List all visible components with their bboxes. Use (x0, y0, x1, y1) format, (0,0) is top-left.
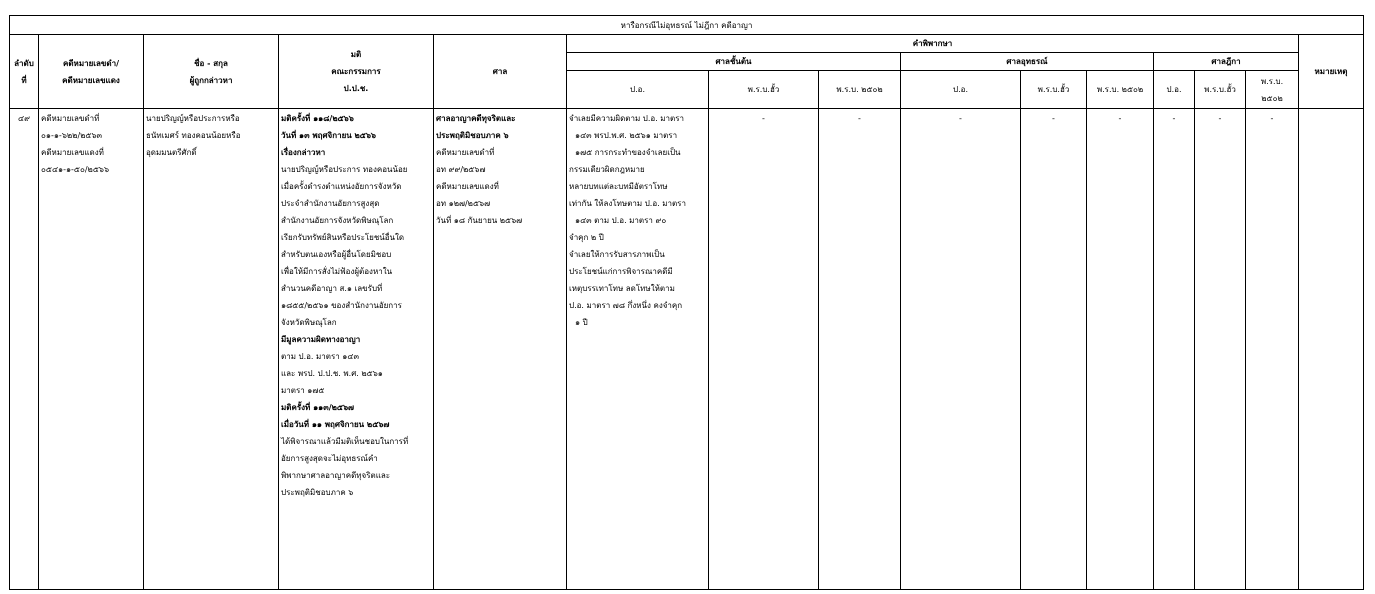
text-line: ประพฤติมิชอบภาค ๖ (281, 488, 354, 497)
text-line: ป.อ. มาตรา ๗๘ กึ่งหนึ่ง คงจำคุก (569, 301, 683, 310)
text-line: เรื่องกล่าวหา (281, 148, 326, 157)
text-line: เพื่อให้มีการสั่งไม่ฟ้องผู้ต้องหาใน (281, 267, 393, 276)
cell-first-pa (567, 109, 709, 590)
header-resolution: มติ คณะกรรมการ ป.ป.ช. (279, 35, 434, 109)
text-line: เหตุบรรเทาโทษ ลดโทษให้ตาม (569, 284, 675, 293)
cell-supreme-pa: - (1154, 109, 1195, 590)
text-line: วันที่ ๑๓ พฤศจิกายน ๒๕๖๖ (281, 131, 376, 140)
text-line: กรรมเดียวผิดกฎหมาย (569, 165, 645, 174)
text-line: อัยการสูงสุดจะไม่อุทธรณ์คำ (281, 454, 378, 463)
text-line: พิพากษาศาลอาญาคดีทุจริตและ (281, 471, 391, 480)
text-line: อท ๑๒๗/๒๕๖๗ (436, 199, 491, 208)
text-line: มติครั้งที่ ๑๑๘/๒๕๖๖ (281, 114, 354, 123)
header-court: ศาล (434, 35, 567, 109)
text-line: จำคุก ๒ ปี (569, 233, 604, 242)
text-line: จังหวัดพิษณุโลก (281, 318, 337, 327)
text-line: ๑๘๕๕/๒๕๖๑ ของสำนักงานอัยการ (281, 301, 402, 310)
header-supreme: ศาลฎีกา (1154, 53, 1299, 71)
cell-first-prb-new: - (709, 109, 819, 590)
text-line: มีมูลความผิดทางอาญา (281, 335, 361, 344)
text-line: มติครั้งที่ ๑๑๓/๒๕๖๗ (281, 403, 355, 412)
cell-appeal-pa: - (901, 109, 1021, 590)
header-case-no: คดีหมายเลขดำ/ คดีหมายเลขแดง (39, 35, 144, 109)
cell-appeal-prb-new: - (1021, 109, 1087, 590)
cell-court (434, 109, 567, 590)
text-line: ประพฤติมิชอบภาค ๖ (436, 131, 509, 140)
header-first-prb-2502: พ.ร.บ. ๒๕๐๒ (819, 71, 901, 109)
text-line: หลายบทแต่ละบทมีอัตราโทษ (569, 182, 668, 191)
cell-name: นายปริญญ์หรือประการหรือ ธนัทเมศร์ ทองคอนน้อยหรือ อุดมมนตรีศักดิ์ (144, 109, 279, 590)
text-line: จำเลยมีความผิดตาม ป.อ. มาตรา (569, 114, 685, 123)
cell-supreme-prb-2502: - (1246, 109, 1299, 590)
text-line: สำนวนคดีอาญา ส.๑ เลขรับที่ (281, 284, 383, 293)
cell-appeal-prb-2502: - (1087, 109, 1154, 590)
text-line: ประโยชน์แก่การพิจารณาคดีมี (569, 267, 673, 276)
case-table (9, 15, 1364, 590)
cell-first-prb-2502: - (819, 109, 901, 590)
header-appeal-prb-new: พ.ร.บ.ฮั้ว (1021, 71, 1087, 109)
cell-resolution (279, 109, 434, 590)
text-line: เท่ากัน ให้ลงโทษตาม ป.อ. มาตรา (569, 199, 686, 208)
text-line: เมื่อครั้งดำรงตำแหน่งอัยการจังหวัด (281, 182, 402, 191)
text-line: ประจำสำนักงานอัยการสูงสุด (281, 199, 380, 208)
header-supreme-prb-new: พ.ร.บ.ฮั้ว (1195, 71, 1246, 109)
header-first-prb-new: พ.ร.บ.ฮั้ว (709, 71, 819, 109)
header-first-pa: ป.อ. (567, 71, 709, 109)
text-line: ๑ ปี (575, 318, 588, 327)
text-line: ๑๔๓ พรป.พ.ศ. ๒๕๖๑ มาตรา (575, 131, 678, 140)
text-line: จำเลยให้การรับสารภาพเป็น (569, 250, 665, 259)
text-line: ตาม ป.อ. มาตรา ๑๔๓ (281, 352, 359, 361)
cell-supreme-prb-new: - (1195, 109, 1246, 590)
table-title: หารือกรณีไม่อุทธรณ์ ไม่ฎีกา คดีอาญา (10, 16, 1364, 35)
cell-case-no: คดีหมายเลขดำที่ ๐๑-๑-๖๒๒/๒๕๖๓ คดีหมายเลขแดงที่ ๐๕๔๑-๑-๕๐/๒๕๖๖ (39, 109, 144, 590)
header-supreme-prb-2502: พ.ร.บ. ๒๕๐๒ (1246, 71, 1299, 109)
text-line: สำหรับตนเองหรือผู้อื่นโดยมิชอบ (281, 250, 392, 259)
text-line: คดีหมายเลขดำที่ (436, 148, 495, 157)
header-appeal-prb-2502: พ.ร.บ. ๒๕๐๒ (1087, 71, 1154, 109)
header-supreme-pa: ป.อ. (1154, 71, 1195, 109)
text-line: นายปริญญ์หรือประการ ทองคอนน้อย (281, 165, 408, 174)
text-line: ๑๔๓ ตาม ป.อ. มาตรา ๙๐ (575, 216, 667, 225)
header-appeal: ศาลอุทธรณ์ (901, 53, 1154, 71)
text-line: ศาลอาญาคดีทุจริตและ (436, 114, 516, 123)
cell-remarks (1299, 109, 1364, 590)
text-line: ได้พิจารณาแล้วมีมติเห็นชอบในการที่ (281, 437, 409, 446)
header-judgment: คำพิพากษา (567, 35, 1299, 53)
header-remarks: หมายเหตุ (1299, 35, 1364, 109)
text-line: มาตรา ๑๗๕ (281, 386, 325, 395)
text-line: วันที่ ๑๘ กันยายน ๒๕๖๗ (436, 216, 523, 225)
text-line: และ พรป. ป.ป.ช. พ.ศ. ๒๕๖๑ (281, 369, 383, 378)
text-line: สำนักงานอัยการจังหวัดพิษณุโลก (281, 216, 394, 225)
header-name: ชื่อ - สกุล ผู้ถูกกล่าวหา (144, 35, 279, 109)
text-line: เมื่อวันที่ ๑๑ พฤศจิกายน ๒๕๖๗ (281, 420, 390, 429)
header-first-instance: ศาลชั้นต้น (567, 53, 901, 71)
text-line: เรียกรับทรัพย์สินหรือประโยชน์อื่นใด (281, 233, 405, 242)
text-line: ๑๗๕ การกระทำของจำเลยเป็น (575, 148, 681, 157)
table-row (10, 109, 1364, 590)
text-line: อท ๙๙/๒๕๖๗ (436, 165, 486, 174)
header-no: ลำดับ ที่ (10, 35, 39, 109)
header-appeal-pa: ป.อ. (901, 71, 1021, 109)
text-line: คดีหมายเลขแดงที่ (436, 182, 499, 191)
cell-no: ๔๙ (10, 109, 39, 590)
